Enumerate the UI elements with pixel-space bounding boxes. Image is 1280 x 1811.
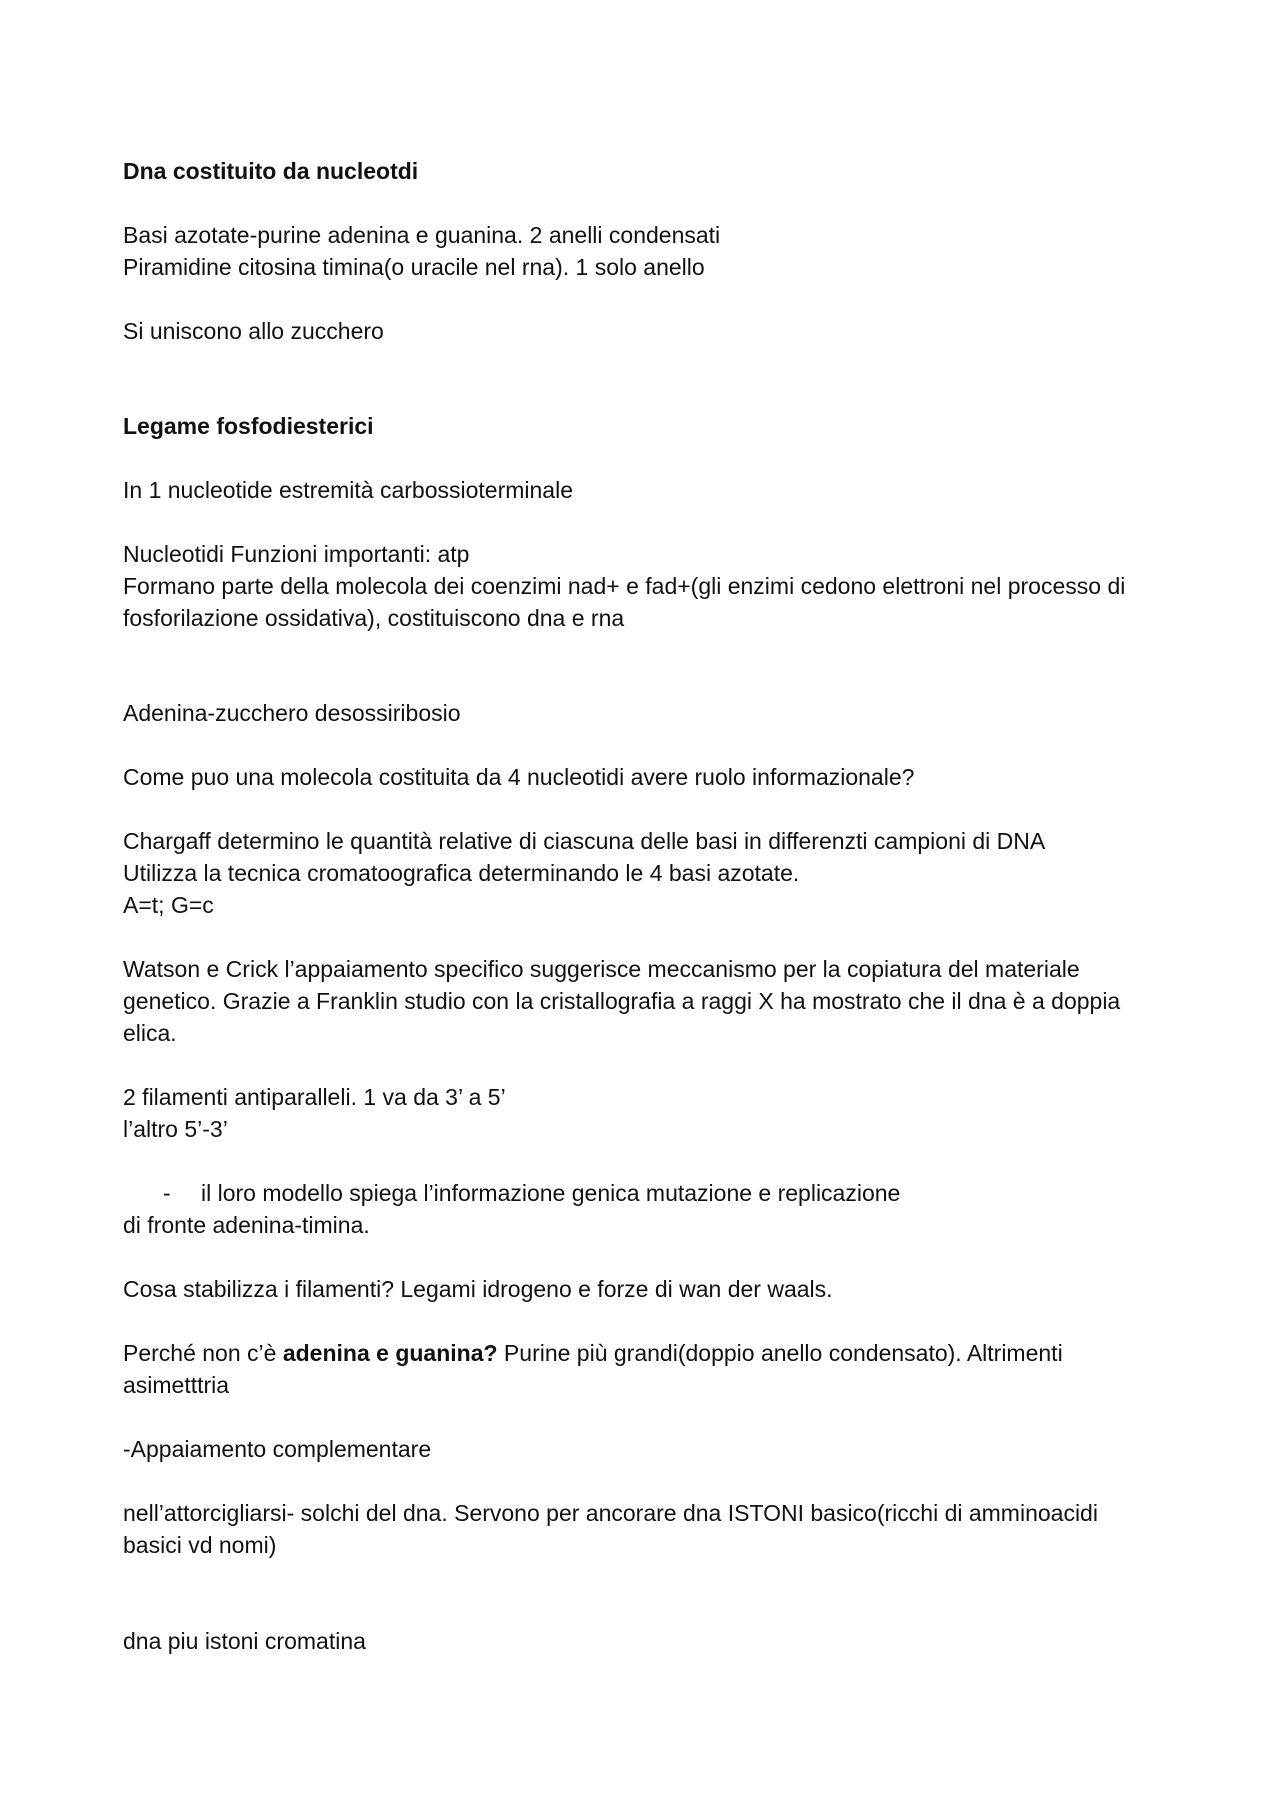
heading-dna: Dna costituito da nucleotdi [123,158,419,184]
text-line: nell’attorcigliarsi- solchi del dna. Servono per ancorare dna ISTONI basico(ricchi di amminoacidi [123,1500,1098,1526]
text-line: Nucleotidi Funzioni importanti: atp [123,541,470,567]
bold-span: adenina e guanina? [282,1340,498,1366]
text-line: Chargaff determino le quantità relative di ciascuna delle basi in differenzti campioni di DNA [123,828,1046,854]
text-line: fosforilazione ossidativa), costituiscono dna e rna [123,605,625,631]
text-line: Come puo una molecola costituita da 4 nucleotidi avere ruolo informazionale? [123,764,915,790]
text-line: dna piu istoni cromatina [123,1628,366,1654]
text-span: Purine più grandi(doppio anello condensato). Altrimenti [497,1340,1063,1366]
heading-legame: Legame fosfodiesterici [123,413,374,439]
text-line: Piramidine citosina timina(o uracile nel rna). 1 solo anello [123,254,705,280]
text-line: Cosa stabilizza i filamenti? Legami idrogeno e forze di wan der waals. [123,1276,833,1302]
text-line: -Appaiamento complementare [123,1436,432,1462]
bullet-item [123,1177,1220,1209]
text-line: A=t; G=c [123,892,214,918]
text-line: Formano parte della molecola dei coenzimi nad+ e fad+(gli enzimi cedono elettroni nel processo di [123,573,1126,599]
text-line: Utilizza la tecnica cromatoografica determinando le 4 basi azotate. [123,860,800,886]
text-line: Basi azotate-purine adenina e guanina. 2 anelli condensati [123,222,721,248]
text-line: In 1 nucleotide estremità carbossioterminale [123,477,574,503]
text-line: Si uniscono allo zucchero [123,318,384,344]
text-line: l’altro 5’-3’ [123,1116,228,1142]
text-line: asimetttria [123,1372,230,1398]
text-line: basici vd nomi) [123,1532,277,1558]
text-line: di fronte adenina-timina. [123,1212,370,1238]
text-line: genetico. Grazie a Franklin studio con la cristallografia a raggi X ha mostrato che il dna è a doppia [123,988,1121,1014]
bullet-text: il loro modello spiega l’informazione genica mutazione e replicazione [201,1180,901,1206]
text-line: elica. [123,1020,177,1046]
mixed-line [123,1337,1220,1369]
text-span: Perché non c’è [123,1340,283,1366]
text-line: Watson e Crick l’appaiamento specifico suggerisce meccanismo per la copiatura del materiale [123,956,1080,982]
text-line: 2 filamenti antiparalleli. 1 va da 3’ a 5’ [123,1084,506,1110]
bullet-dash: - [163,1180,171,1206]
text-line: Adenina-zucchero desossiribosio [123,700,461,726]
